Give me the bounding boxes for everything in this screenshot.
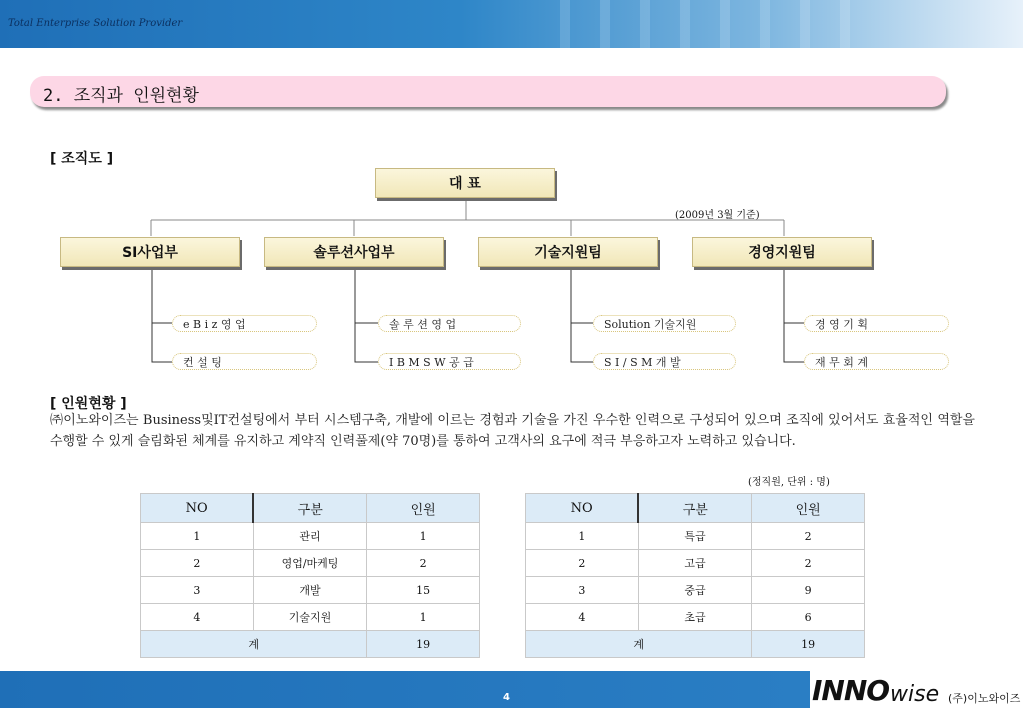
column-header: 구분 [638,494,752,523]
table-cell: 2 [526,550,639,577]
table-row [526,577,865,604]
table-cell: 관리 [253,523,367,550]
page-number: 4 [503,692,510,703]
table-cell: 3 [526,577,639,604]
column-header: 구분 [253,494,367,523]
column-header: NO [141,494,254,523]
table-cell: 3 [141,577,254,604]
org-unit-finance-accounting: 재 무 회 계 [804,353,949,370]
table-row [526,550,865,577]
table-row [526,523,865,550]
header-tagline: Total Enterprise Solution Provider [8,18,183,29]
org-box-solution-division [264,237,444,267]
org-unit-consulting: 컨 설 팅 [172,353,317,370]
staff-table-by-role [140,493,480,658]
org-unit-solution-sales: 솔 루 션 영 업 [378,315,521,332]
table-header-row [526,494,865,523]
org-box-label: 솔루션사업부 [313,245,395,261]
table-cell: 1 [141,523,254,550]
org-chart-heading: [ 조직도 ] [50,151,114,167]
org-box-label: 기술지원팀 [534,245,602,261]
table-total-row [526,631,865,658]
table-row [141,604,480,631]
table-cell: 4 [141,604,254,631]
table-cell: 2 [141,550,254,577]
staff-heading: [ 인원현황 ] [50,396,127,412]
column-header: 인원 [367,494,480,523]
logo-company-name: (주)이노와이즈 [948,692,1021,705]
table-row [141,577,480,604]
table-cell: 6 [752,604,865,631]
column-header: NO [526,494,639,523]
org-unit-solution-tech-support: Solution 기술지원 [593,315,736,332]
org-unit-si-sm-development: S I / S M 개 발 [593,353,736,370]
logo-wise: wise [890,682,940,707]
staff-unit-note: (정직원, 단위 : 명) [748,477,830,488]
table-cell: 개발 [253,577,367,604]
total-label: 계 [141,631,367,658]
org-box-management-support-team [692,237,872,267]
staff-description: ㈜이노와이즈는 Business및IT컨설팅에서 부터 시스템구축, 개발에 이르는 경험과 기술을 가진 우수한 인력으로 구성되어 있으며 조직에 있어서도 효율적인 역할을 수행할 수 있게 슬림화된 체계를 유지하고 계약직 인력풀제(약 70명)를 통하여 고객사의 요구에 적극 부응하고자 노력하고 있습니다. [50,413,975,449]
org-box-ceo [375,168,555,198]
org-box-label: 경영지원팀 [748,245,816,261]
table-cell: 1 [526,523,639,550]
table-cell: 고급 [638,550,752,577]
org-unit-business-planning: 경 영 기 획 [804,315,949,332]
table-cell: 2 [752,523,865,550]
table-cell: 영업/마케팅 [253,550,367,577]
column-header: 인원 [752,494,865,523]
org-as-of-date: (2009년 3월 기준) [675,210,760,221]
table-cell: 기술지원 [253,604,367,631]
table-cell: 초급 [638,604,752,631]
section-title: 2. 조직과 인원현황 [43,86,199,106]
table-row [141,523,480,550]
org-box-si-division [60,237,240,267]
org-box-tech-support-team [478,237,658,267]
total-label: 계 [526,631,752,658]
table-header-row [141,494,480,523]
table-cell: 중급 [638,577,752,604]
footer-band [0,671,810,708]
total-value: 19 [367,631,480,658]
org-box-label: SI사업부 [122,245,178,261]
table-total-row [141,631,480,658]
table-cell: 2 [752,550,865,577]
table-row [141,550,480,577]
company-logo [810,668,1023,708]
org-box-ceo-label: 대 표 [449,176,481,192]
logo-inno: INNO [812,674,890,707]
table-cell: 4 [526,604,639,631]
staff-table-by-grade [525,493,865,658]
org-unit-ebiz-sales: e B i z 영 업 [172,315,317,332]
table-cell: 2 [367,550,480,577]
table-cell: 15 [367,577,480,604]
table-cell: 1 [367,604,480,631]
table-cell: 특급 [638,523,752,550]
table-cell: 1 [367,523,480,550]
table-row [526,604,865,631]
table-cell: 9 [752,577,865,604]
total-value: 19 [752,631,865,658]
org-unit-ibm-sw-supply: I B M S W 공 급 [378,353,521,370]
